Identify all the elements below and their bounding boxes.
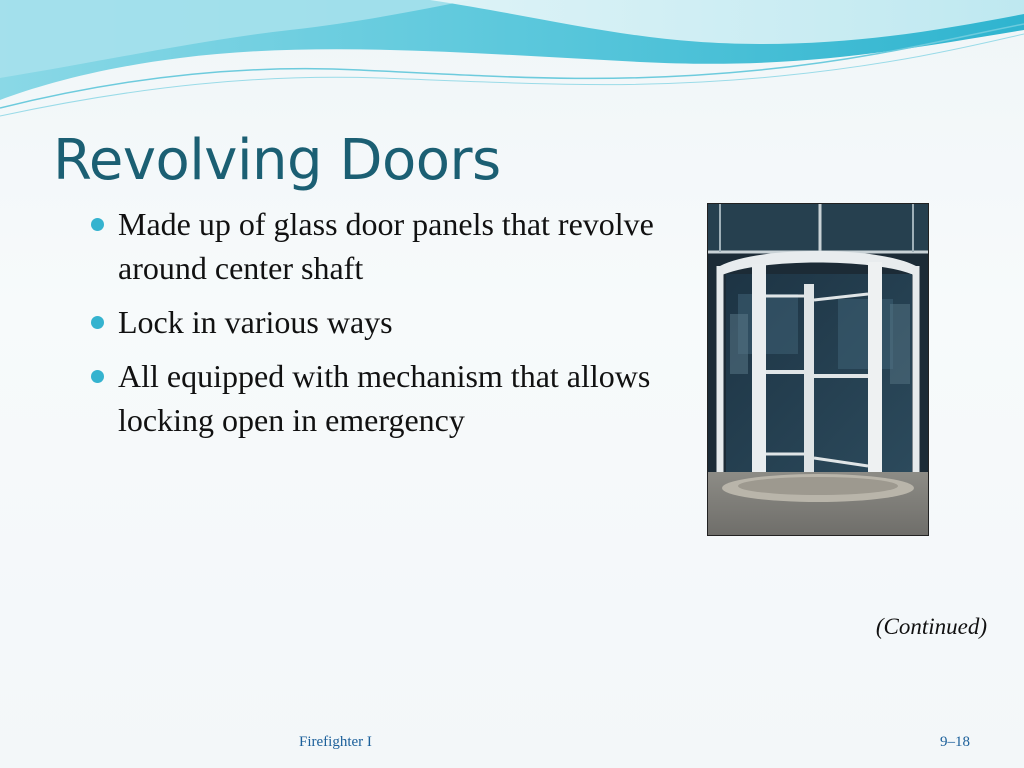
slide-title: Revolving Doors [53,128,501,193]
bullet-text: All equipped with mechanism that allows locking open in emergency [118,358,651,438]
bullet-marker-icon [91,218,104,231]
continued-note: (Continued) [875,614,987,639]
footer-course-name: Firefighter I [299,734,372,750]
revolving-door-photo [707,203,929,536]
bullet-text: Lock in various ways [118,304,393,340]
header-wave-decoration [0,0,1024,120]
bullet-item [88,354,688,442]
bullet-marker-icon [91,316,104,329]
footer-slide-number: 9–18 [940,734,970,750]
bullet-item [88,202,688,290]
bullet-marker-icon [91,370,104,383]
bullet-item [88,300,688,344]
bullet-text: Made up of glass door panels that revolve around center shaft [118,206,654,286]
bullet-list [88,202,688,452]
